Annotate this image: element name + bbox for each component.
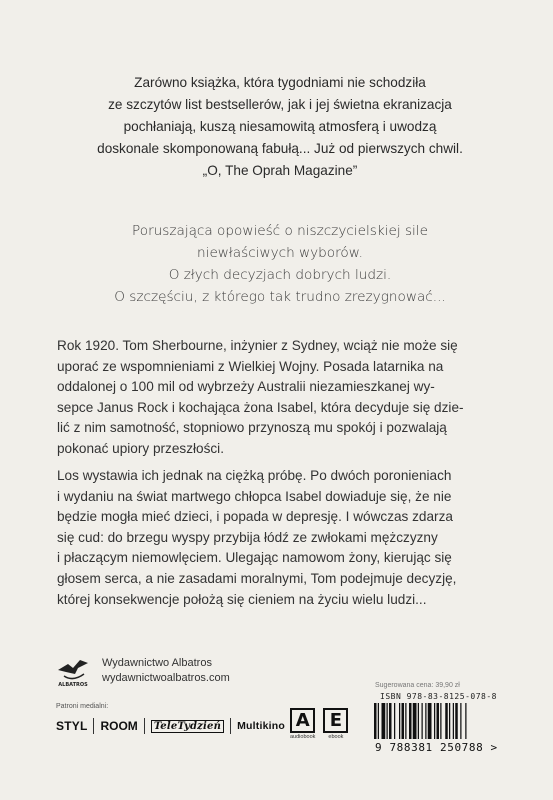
barcode-icon xyxy=(372,703,498,739)
barcode-stripe xyxy=(387,703,388,739)
barcode-stripe xyxy=(378,703,379,739)
barcode-number: 9 788381 250788 > xyxy=(375,741,498,754)
synopsis-line: Rok 1920. Tom Sherbourne, inżynier z Sydney, wciąż nie może się xyxy=(57,338,458,353)
synopsis-line: i wydaniu na świat martwego chłopca Isabel dowiaduje się, że nie xyxy=(57,488,452,504)
barcode-stripe xyxy=(455,703,458,739)
barcode-stripe xyxy=(413,703,417,739)
patron-logo-teletydzien: TeleTydzień xyxy=(151,720,224,733)
blurb-line: doskonale skomponowaną fabułą... Już od pierwszych chwil. xyxy=(97,141,463,156)
svg-text:ALBATROS: ALBATROS xyxy=(58,682,88,688)
barcode-stripe xyxy=(465,703,466,739)
barcode-stripe xyxy=(409,703,412,739)
synopsis-line: oddalonej o 100 mil od wybrzeży Australii niezamieszkanej wy- xyxy=(57,379,435,395)
patron-logo-room: ROOM xyxy=(100,719,138,733)
publisher-name: Wydawnictwo Albatros xyxy=(102,657,212,669)
tagline-line: O złych decyzjach dobrych ludzi. xyxy=(168,267,392,283)
barcode-stripe xyxy=(389,703,392,739)
barcode-stripe xyxy=(418,703,419,739)
badge-letter: A xyxy=(290,708,315,733)
barcode-stripe xyxy=(437,703,440,739)
suggested-price: Sugerowana cena: 39,90 zł xyxy=(375,682,460,689)
tagline xyxy=(60,220,500,308)
barcode-stripe xyxy=(453,703,454,739)
synopsis-line: uporać ze wspomnieniami z Wielkiej Wojny. Posada latarnika na xyxy=(57,358,444,374)
barcode-stripe xyxy=(460,703,461,739)
albatros-bird-logo-icon xyxy=(56,654,90,688)
badge-letter: E xyxy=(323,708,348,733)
patron-logo-styl: STYL xyxy=(56,719,88,733)
format-badges xyxy=(290,708,348,740)
synopsis-line: pokonać upiory przeszłości. xyxy=(57,440,224,456)
barcode-stripe xyxy=(422,703,423,739)
synopsis-paragraph-2 xyxy=(57,466,503,610)
media-patrons xyxy=(56,718,285,734)
isbn-label: ISBN 978-83-8125-078-8 xyxy=(380,692,497,701)
divider xyxy=(144,718,145,734)
barcode-stripe xyxy=(399,703,400,739)
synopsis-line: głosem serca, a nie zasadami moralnymi, Tom podejmuje decyzję, xyxy=(57,570,457,586)
synopsis-line: się cud: do brzegu wyspy przybija łódź ze zwłokami mężczyzny xyxy=(57,529,438,545)
barcode-stripe xyxy=(405,703,406,739)
synopsis-line: będzie mogła mieć dzieci, i popada w depresję. I wówczas zdarza xyxy=(57,509,453,525)
tagline-line: O szczęściu, z którego tak trudno zrezygnować... xyxy=(114,289,446,305)
synopsis-line: sepce Janus Rock i kochająca żona Isabel, która decyduje się dzie- xyxy=(57,399,464,415)
barcode-stripe xyxy=(449,703,450,739)
barcode-stripe xyxy=(428,703,432,739)
synopsis-paragraph-1 xyxy=(57,336,503,460)
audiobook-badge xyxy=(290,708,315,740)
publisher-text xyxy=(102,656,230,686)
media-patrons-label: Patroni medialni: xyxy=(56,703,109,710)
publisher-block xyxy=(56,654,230,688)
blurb-line: pochłaniają, kuszą niesamowitą atmosferą i uwodzą xyxy=(123,119,437,134)
tagline-line: Poruszająca opowieść o niszczycielskiej sile xyxy=(132,223,428,239)
barcode-stripe xyxy=(425,703,426,739)
patron-logo-multikino: Multikino xyxy=(237,720,285,732)
barcode-stripe xyxy=(434,703,435,739)
barcode-stripe xyxy=(374,703,377,739)
synopsis-line: której konsekwencje położą się cieniem na życiu wielu ludzi... xyxy=(57,591,427,607)
ebook-badge xyxy=(323,708,348,740)
barcode-stripe xyxy=(445,703,448,739)
badge-caption: audiobook xyxy=(290,734,316,740)
tagline-line: niewłaściwych wyborów. xyxy=(197,245,363,261)
blurb-line: Zarówno książka, która tygodniami nie schodziła xyxy=(134,75,426,90)
divider xyxy=(93,718,94,734)
synopsis-line: Los wystawia ich jednak na ciężką próbę. Po dwóch poronieniach xyxy=(57,468,452,483)
publisher-url[interactable]: wydawnictwoalbatros.com xyxy=(102,672,230,684)
review-blurb xyxy=(60,72,500,182)
barcode-stripe xyxy=(382,703,386,739)
synopsis-line: i płaczącym niemowlęciem. Ulegając namowom żony, kierując się xyxy=(57,550,452,566)
blurb-source: „O, The Oprah Magazine” xyxy=(202,163,358,178)
badge-caption: ebook xyxy=(328,734,344,740)
synopsis-line: lić z nim samotność, stopniowo przynoszą mu spokój i pozwalają xyxy=(57,420,447,436)
blurb-line: ze szczytów list bestsellerów, jak i jej świetna ekranizacja xyxy=(108,97,452,112)
barcode-stripe xyxy=(402,703,405,739)
barcode-stripe xyxy=(394,703,395,739)
divider xyxy=(230,718,231,734)
barcode-stripe xyxy=(440,703,441,739)
